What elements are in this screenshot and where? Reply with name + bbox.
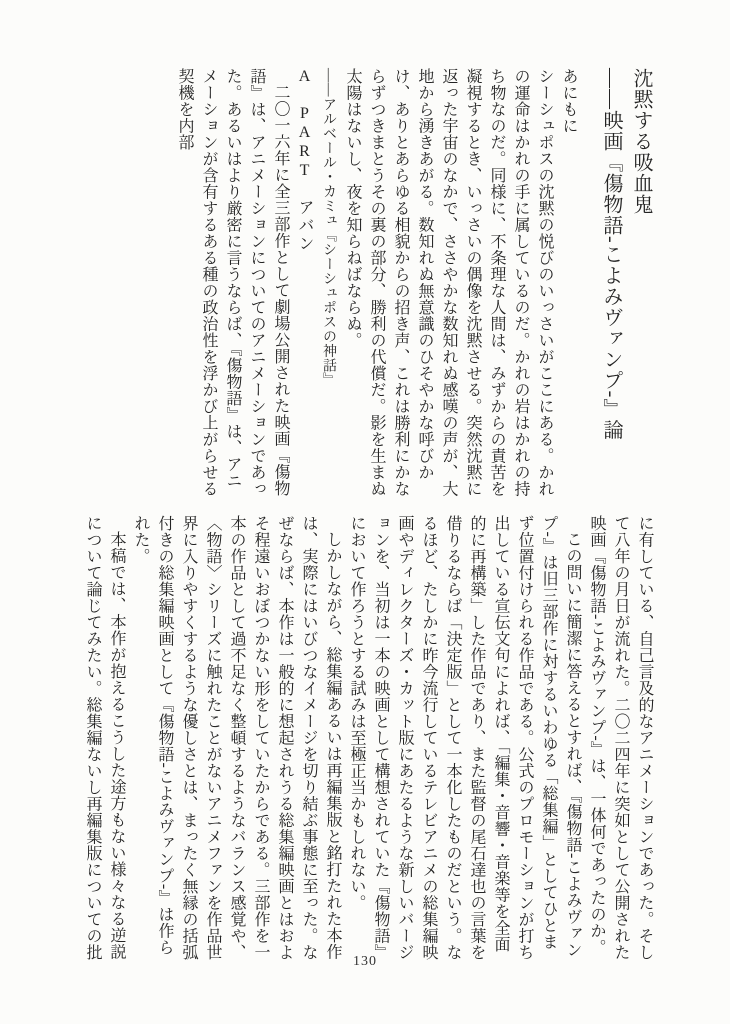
page-number: 130 (353, 954, 377, 969)
section-paragraph: 二〇一六年に全三部作として劇場公開された映画『傷物語』は、アニメーションについてのアニメーションであった。あるいはより厳密に言うならば、『傷物語』は、アニメーションが含有するある種の政治性を浮かび上がらせる契機を内部 (176, 68, 289, 497)
page-footer (0, 952, 730, 970)
body-paragraph: この問いに簡潔に答えるとすれば、『傷物語-こよみヴァンプ-』は旧三部作に対するいわゆる「総集編」としてひとまず位置付けられる作品である。公式のプロモーションが打ち出している宣伝文句によれば、「編集・音響・音楽等を全面的に再構築」した作品であり、また監督の尾石達也の言葉を借りるならば「決定版」として一本化したものだという。なるほど、たしかに昨今流行しているテレビアニメの総集編映画やディレクターズ・カット版にあたるような新しいバージョンを、当初は一本の映画として構想されていた『傷物語』において作ろうとする試みは至極正当かもしれない。 (348, 515, 581, 961)
article-title: 沈黙する吸血鬼 (630, 68, 652, 215)
section-heading: A PART アバン (296, 68, 313, 253)
body-paragraph: しかしながら、総集編あるいは再編集版と銘打たれた本作は、実際にはいびつなイメージを切り結ぶ事態に至った。なぜならば、本作は一般的に想起されうる総集編映画とはおよそ程遠いおぼつかない形をしていたからである。三部作を一本の作品として過不足なく整頓するようなバランス感覚や、〈物語〉シリーズに触れたことがないアニメファンを作品世界に入りやすくするような優しさとは、まったく無縁の括弧付きの総集編映画として『傷物語-こよみヴァンプ-』は作られた。 (132, 515, 341, 961)
top-text-block (172, 68, 656, 505)
bottom-text-block (80, 515, 656, 961)
body-paragraph: 本稿では、本作が抱えるこうした途方もない様々なる逆説について論じてみたい。総集編ないし再編集版についての批 (84, 515, 125, 961)
epigraph-attribution: ――アルベール・カミュ『シーシュポスの神話』 (321, 68, 336, 387)
title-block (596, 68, 656, 505)
author-name: あにもに (560, 68, 577, 134)
body-paragraph: に有している、自己言及的なアニメーションであった。そして八年の月日が流れた。二〇二四年に突如として公開された映画『傷物語-こよみヴァンプ-』は、一体何であったのか。 (588, 515, 653, 961)
epigraph-text: シーシュポスの沈黙の悦びのいっさいがここにある。かれの運命はかれの手に属しているのだ。かれの岩はかれの持ち物なのだ。同様に、不条理な人間は、みずからの責苦を凝視するとき、いっさいの偶像を沈黙させる。突然沈黙に返った宇宙のなかで、ささやかな数知れぬ感嘆の声が、大地から湧きあがる。数知れぬ無意識のひそやかな呼びかけ、ありとあらゆる相貌からの招き声、これは勝利にかならずつきまとうその裏の部分、勝利の代償だ。影を生まぬ太陽はないし、夜を知らねばならぬ。 (344, 68, 553, 497)
article-subtitle: ――映画『傷物語-こよみヴァンプ-』論 (600, 68, 622, 441)
